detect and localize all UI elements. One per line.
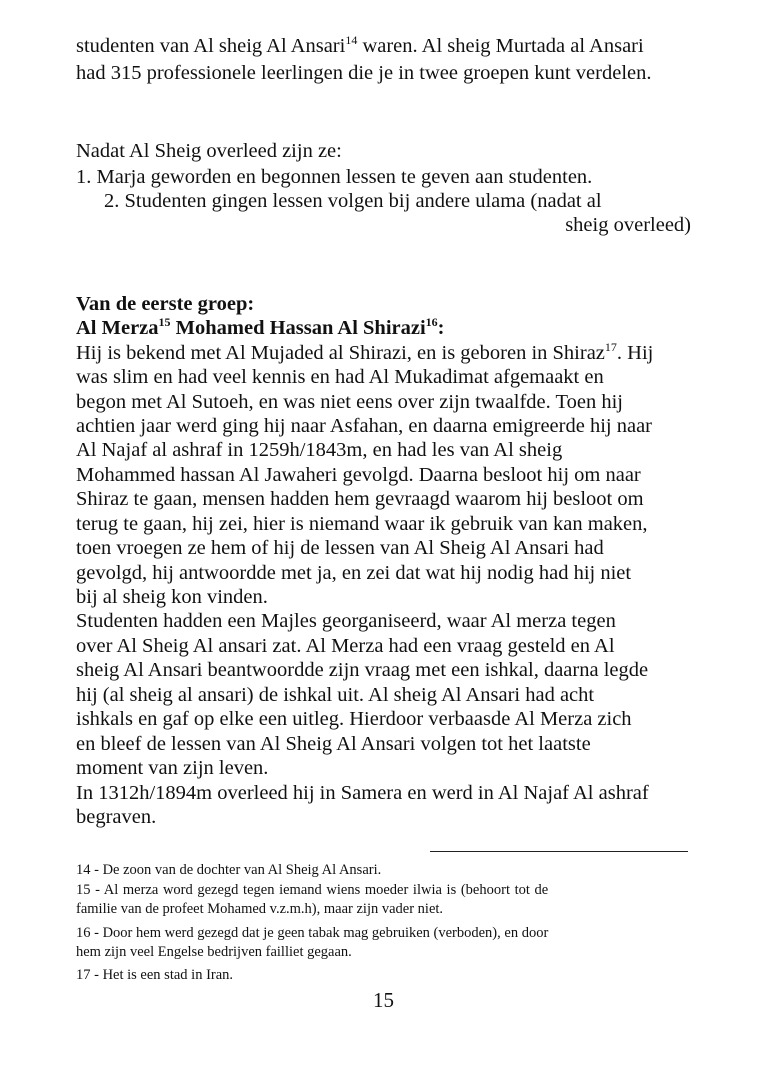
footnote-15: 15 - Al merza word gezegd tegen iemand wiens moeder ilwia is (behoort tot de (76, 882, 549, 898)
page-number: 15 (373, 988, 394, 1012)
text-line: Al Najaf al ashraf in 1259h/1843m, en had les van Al sheig (76, 439, 563, 461)
text-line: Shiraz te gaan, mensen hadden hem gevraagd waarom hij besloot om (76, 488, 644, 510)
text-line: Hij is bekend met Al Mujaded al Shirazi, en is geboren in Shiraz$^{17}$. Hij (76, 340, 654, 364)
text-line: over Al Sheig Al ansari zat. Al Merza had een vraag gesteld en Al (76, 635, 615, 657)
text-line: In 1312h/1894m overleed hij in Samera en werd in Al Najaf Al ashraf (76, 782, 649, 804)
text-line: hij (al sheig al ansari) de ishkal uit. Al sheig Al Ansari had acht (76, 684, 595, 706)
text-line: begon met Al Sutoeh, en was niet eens over zijn twaalfde. Toen hij (76, 391, 623, 413)
footnote-ref-14: 14 (345, 33, 358, 47)
text-line: begraven. (76, 806, 157, 828)
text-line: terug te gaan, hij zei, hier is niemand waar ik gebruik van kan maken, (76, 513, 648, 535)
person-heading: Al Merza$^{15}$ Mohamed Hassan Al Shirazi$^{16}$: (76, 315, 445, 339)
list-item-2: 2. Studenten gingen lessen volgen bij andere ulama (nadat al (104, 190, 602, 212)
footnote-ref-17: 17 (604, 340, 617, 354)
text-line: en bleef de lessen van Al Sheig Al Ansari volgen tot het laatste (76, 733, 591, 755)
text-line: Studenten hadden een Majles georganiseerd, waar Al merza tegen (76, 610, 616, 632)
text-line: achtien jaar werd ging hij naar Asfahan, en daarna emigreerde hij naar (76, 415, 653, 437)
text-line: gevolgd, hij antwoordde met ja, en zei dat wat hij nodig had hij niet (76, 562, 632, 584)
footnote-16: 16 - Door hem werd gezegd dat je geen tabak mag gebruiken (verboden), en door (76, 925, 549, 941)
text-line: moment van zijn leven. (76, 757, 269, 779)
footnote-15-continued: familie van de profeet Mohamed v.z.m.h), maar zijn vader niet. (76, 901, 444, 917)
intro-line: Nadat Al Sheig overleed zijn ze: (76, 140, 342, 162)
footnote-ref-16: 16 (425, 315, 438, 329)
text-line: ishkals en gaf op elke een uitleg. Hierdoor verbaasde Al Merza zich (76, 708, 632, 730)
list-item-2-continued: sheig overleed) (565, 214, 691, 236)
text-line: Mohammed hassan Al Jawaheri gevolgd. Daarna besloot hij om naar (76, 464, 641, 486)
footnote-14: 14 - De zoon van de dochter van Al Sheig Al Ansari. (76, 862, 382, 878)
text-line: studenten van Al sheig Al Ansari$^{14}$ waren. Al sheig Murtada al Ansari (76, 33, 644, 57)
footnote-divider (430, 851, 688, 852)
footnote-ref-15: 15 (158, 315, 171, 329)
list-item-1: 1. Marja geworden en begonnen lessen te geven aan studenten. (76, 166, 593, 188)
footnote-17: 17 - Het is een stad in Iran. (76, 967, 234, 983)
text-line: was slim en had veel kennis en had Al Mukadimat afgemaakt en (76, 366, 604, 388)
text-line: sheig Al Ansari beantwoordde zijn vraag met een ishkal, daarna legde (76, 659, 649, 681)
footnote-16-continued: hem zijn veel Engelse bedrijven failliet gegaan. (76, 944, 352, 960)
text-line: bij al sheig kon vinden. (76, 586, 268, 608)
text-line: had 315 professionele leerlingen die je in twee groepen kunt verdelen. (76, 62, 652, 84)
section-heading: Van de eerste groep: (76, 293, 255, 315)
text-line: toen vroegen ze hem of hij de lessen van Al Sheig Al Ansari had (76, 537, 604, 559)
